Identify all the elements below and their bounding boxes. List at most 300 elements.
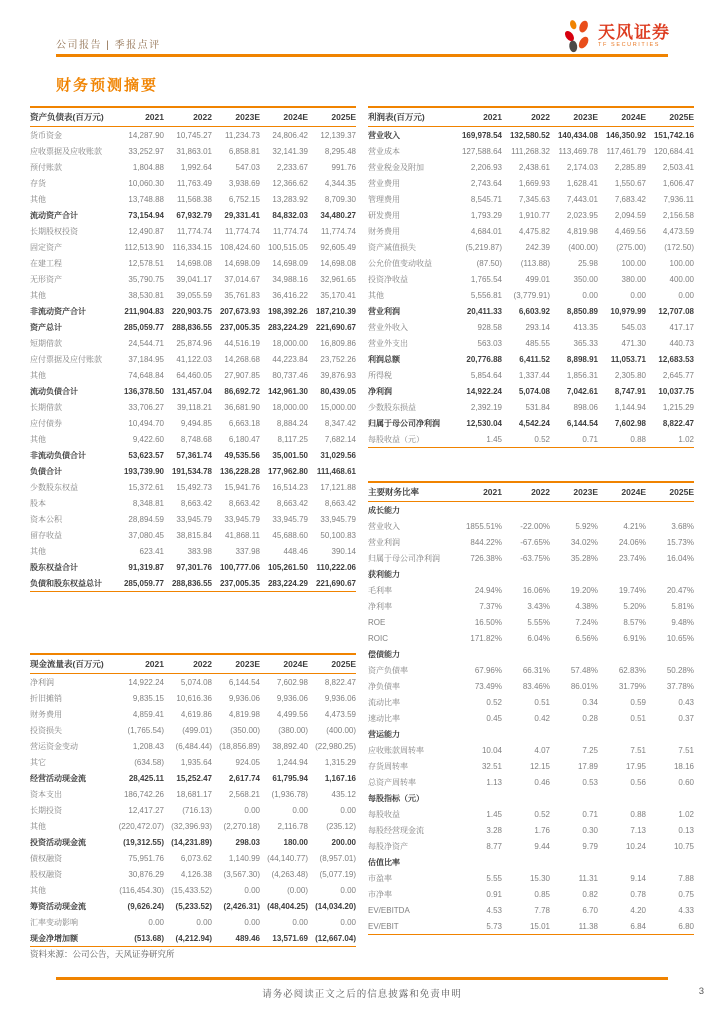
cell-value: 285,059.77: [123, 578, 164, 588]
row-label: 应收票据及应收账款: [30, 146, 102, 156]
row-label: 偿债能力: [368, 649, 400, 659]
cell-value: 6,144.54: [566, 418, 598, 428]
page-title: 财务预测摘要: [56, 77, 159, 94]
cell-value: 283,224.29: [267, 578, 308, 588]
cell-value: 5.20%: [623, 601, 646, 611]
row-label: 研发费用: [368, 210, 400, 220]
cell-value: 198,392.26: [267, 306, 308, 316]
cell-value: 38,815.84: [176, 530, 212, 540]
cell-value: 400.00: [669, 274, 694, 284]
row-label: 其他: [30, 434, 46, 444]
table-row: [30, 754, 356, 770]
table-row: [30, 674, 356, 691]
cell-value: 8,295.48: [324, 146, 356, 156]
cell-value: 10.65%: [666, 633, 694, 643]
row-label: 营业外支出: [368, 338, 408, 348]
cell-value: 7.78: [534, 905, 550, 915]
cell-value: 187,210.39: [315, 306, 356, 316]
cell-value: (513.68): [134, 933, 164, 943]
cell-value: 19.20%: [570, 585, 598, 595]
cell-value: 12.15: [529, 761, 550, 771]
cell-value: [550, 646, 598, 662]
table-title: 利润表(百万元): [368, 107, 454, 127]
cell-value: 4,684.01: [470, 226, 502, 236]
row-label: 财务费用: [30, 709, 62, 719]
cell-value: 2,116.78: [277, 821, 308, 831]
row-label: 每股收益（元）: [368, 434, 424, 444]
table-header-row: [368, 482, 694, 502]
cell-value: (8,957.01): [319, 853, 356, 863]
cell-value: 6.70: [582, 905, 598, 915]
cell-value: 1,669.93: [518, 178, 550, 188]
cell-value: 23,752.26: [320, 354, 356, 364]
table-row: [30, 207, 356, 223]
cell-value: 7,443.01: [566, 194, 598, 204]
cell-value: (2,426.31): [223, 901, 260, 911]
row-label: 少数股东损益: [368, 402, 416, 412]
cell-value: 413.35: [573, 322, 598, 332]
table-title: 资产负债表(百万元): [30, 107, 116, 127]
year-column-header: 2025E: [646, 107, 694, 127]
table-row: [368, 518, 694, 534]
table-row: [368, 303, 694, 319]
cell-value: [598, 726, 646, 742]
cell-value: 10,745.27: [176, 130, 212, 140]
row-label: 净负债率: [368, 681, 400, 691]
cell-value: (380.00): [278, 725, 308, 735]
row-label: 获利能力: [368, 569, 400, 579]
cell-value: 12,707.08: [658, 306, 694, 316]
cell-value: 0.00: [340, 805, 356, 815]
cell-value: 24.94%: [474, 585, 502, 595]
year-column-header: 2025E: [308, 654, 356, 674]
table-header-row: [368, 107, 694, 127]
row-label: 毛利率: [368, 585, 392, 595]
cell-value: 0.00: [582, 290, 598, 300]
cell-value: 2,285.89: [614, 162, 646, 172]
cell-value: [646, 502, 694, 519]
breadcrumb: 公司报告 | 季报点评: [56, 40, 161, 51]
cell-value: 991.76: [331, 162, 356, 172]
cell-value: 288,836.55: [171, 322, 212, 332]
cell-value: [550, 726, 598, 742]
year-column-header: 2024E: [598, 107, 646, 127]
table-header-row: [30, 654, 356, 674]
table-row: [368, 694, 694, 710]
table-row: [368, 918, 694, 935]
cell-value: 8.77: [486, 841, 502, 851]
table-row: [30, 367, 356, 383]
table-row: [368, 351, 694, 367]
cell-value: 7.51: [630, 745, 646, 755]
cell-value: 44,223.84: [272, 354, 308, 364]
cell-value: (15,433.52): [171, 885, 212, 895]
cell-value: 10.24: [625, 841, 646, 851]
cell-value: 39,055.59: [176, 290, 212, 300]
cell-value: 9.79: [582, 841, 598, 851]
row-label: 其他: [30, 290, 46, 300]
row-label: 筹资活动现金流: [30, 901, 86, 911]
cell-value: 5,074.08: [180, 677, 212, 687]
table-row: [30, 866, 356, 882]
cell-value: 24,806.42: [272, 130, 308, 140]
cell-value: (400.00): [326, 725, 356, 735]
cell-value: 0.00: [148, 917, 164, 927]
row-label: ROE: [368, 617, 386, 627]
cell-value: (1,765.54): [127, 725, 164, 735]
row-label: 营运能力: [368, 729, 400, 739]
cell-value: 14,698.08: [320, 258, 356, 268]
row-label: 市盈率: [368, 873, 392, 883]
balance-sheet-table: [30, 106, 356, 592]
cell-value: 6,144.54: [228, 677, 260, 687]
cell-value: 4,126.38: [180, 869, 212, 879]
cell-value: 100,777.06: [219, 562, 260, 572]
cell-value: 4,542.24: [518, 418, 550, 428]
cell-value: 142,961.30: [267, 386, 308, 396]
row-label: 留存收益: [30, 530, 62, 540]
table-row: [30, 786, 356, 802]
cell-value: 8,663.42: [324, 498, 356, 508]
cell-value: 23.74%: [618, 553, 646, 563]
cell-value: 285,059.77: [123, 322, 164, 332]
cell-value: [502, 502, 550, 519]
cell-value: 35.28%: [570, 553, 598, 563]
cell-value: 726.38%: [470, 553, 502, 563]
cell-value: 0.45: [486, 713, 502, 723]
cell-value: 10,037.75: [658, 386, 694, 396]
cell-value: (32,396.93): [171, 821, 212, 831]
cell-value: 0.37: [678, 713, 694, 723]
row-label: 营业成本: [368, 146, 400, 156]
cell-value: [598, 502, 646, 519]
cell-value: 1,140.99: [228, 853, 260, 863]
table-row: [30, 175, 356, 191]
cell-value: 5.81%: [671, 601, 694, 611]
cell-value: 844.22%: [470, 537, 502, 547]
row-label: 每股经营现金流: [368, 825, 424, 835]
row-label: 营业外收入: [368, 322, 408, 332]
cell-value: 13,748.88: [128, 194, 164, 204]
cell-value: 20.47%: [666, 585, 694, 595]
cell-value: 207,673.93: [219, 306, 260, 316]
cell-value: [550, 502, 598, 519]
row-label: 预付账款: [30, 162, 62, 172]
cell-value: 17,121.88: [320, 482, 356, 492]
cell-value: 15,000.00: [320, 402, 356, 412]
cell-value: -22.00%: [520, 521, 550, 531]
cell-value: 4.20: [630, 905, 646, 915]
table-row: [30, 287, 356, 303]
cell-value: 4,859.41: [132, 709, 164, 719]
cell-value: 16.06%: [522, 585, 550, 595]
table-row: [30, 930, 356, 947]
cell-value: 7,683.42: [614, 194, 646, 204]
cell-value: 0.00: [340, 885, 356, 895]
cell-value: 2,392.19: [470, 402, 502, 412]
cell-value: 2,206.93: [470, 162, 502, 172]
cell-value: 66.31%: [522, 665, 550, 675]
cell-value: 1855.51%: [465, 521, 502, 531]
cell-value: (1,936.78): [271, 789, 308, 799]
cell-value: 448.46: [283, 546, 308, 556]
cell-value: 4.38%: [575, 601, 598, 611]
table-row: [368, 774, 694, 790]
cell-value: 116,334.15: [172, 242, 212, 252]
cell-value: 5,854.64: [470, 370, 502, 380]
cell-value: 4.07: [534, 745, 550, 755]
cell-value: 0.28: [582, 713, 598, 723]
row-label: 非流动资产合计: [30, 306, 86, 316]
table-row: [30, 882, 356, 898]
cell-value: [502, 790, 550, 806]
cell-value: [646, 726, 694, 742]
cell-value: 7.37%: [479, 601, 502, 611]
cell-value: 0.82: [582, 889, 598, 899]
cell-value: 5.55%: [527, 617, 550, 627]
row-label: 利润总额: [368, 354, 400, 364]
cell-value: 0.00: [244, 917, 260, 927]
cell-value: 13,283.92: [272, 194, 308, 204]
row-label: 投资活动现金流: [30, 837, 86, 847]
cell-value: 11,774.74: [225, 226, 260, 236]
cell-value: 105,261.50: [267, 562, 308, 572]
cell-value: (19,312.55): [123, 837, 164, 847]
cell-value: 8,822.47: [662, 418, 694, 428]
cell-value: 15,941.76: [224, 482, 260, 492]
year-column-header: 2021: [116, 654, 164, 674]
table-row: [368, 335, 694, 351]
year-column-header: 2021: [454, 107, 502, 127]
cell-value: [454, 854, 502, 870]
cell-value: 14,268.68: [224, 354, 260, 364]
table-row: [368, 175, 694, 191]
table-row: [368, 550, 694, 566]
table-row: [30, 706, 356, 722]
cell-value: 1.45: [486, 434, 502, 444]
year-column-header: 2023E: [212, 107, 260, 127]
row-label: 股本: [30, 498, 46, 508]
cell-value: 57.48%: [570, 665, 598, 675]
cell-value: (0.00): [287, 885, 308, 895]
table-row: [30, 495, 356, 511]
cell-value: 7.51: [678, 745, 694, 755]
row-label: 资本公积: [30, 514, 62, 524]
cell-value: 180.00: [283, 837, 308, 847]
logo-name: 天风证券: [598, 22, 670, 42]
page-number: 3: [698, 986, 704, 997]
financial-ratios-table: [368, 481, 694, 935]
cell-value: (235.12): [326, 821, 356, 831]
table-row: [368, 143, 694, 159]
table-row: [30, 239, 356, 255]
cell-value: 73.49%: [474, 681, 502, 691]
cell-value: 53,623.57: [128, 450, 164, 460]
table-row: [368, 319, 694, 335]
cell-value: 38,892.40: [272, 741, 308, 751]
row-label: 汇率变动影响: [30, 917, 78, 927]
cell-value: 30,876.29: [128, 869, 164, 879]
cell-value: 6.04%: [527, 633, 550, 643]
cell-value: 67.96%: [474, 665, 502, 675]
cell-value: [598, 646, 646, 662]
cell-value: 17.89: [577, 761, 598, 771]
cell-value: 0.00: [678, 290, 694, 300]
cell-value: 0.13: [678, 825, 694, 835]
table-row: [368, 582, 694, 598]
cell-value: 75,951.76: [128, 853, 164, 863]
cell-value: 435.12: [331, 789, 356, 799]
table-row: [368, 159, 694, 175]
cell-value: -67.65%: [520, 537, 550, 547]
row-label: 流动负债合计: [30, 386, 78, 396]
cell-value: 0.75: [678, 889, 694, 899]
row-label: 营业利润: [368, 306, 400, 316]
header-divider: [56, 54, 668, 57]
table-row: [368, 806, 694, 822]
cell-value: 0.00: [292, 917, 308, 927]
cell-value: 1,144.94: [614, 402, 646, 412]
cell-value: 15,372.61: [128, 482, 164, 492]
cell-value: (22,980.25): [315, 741, 356, 751]
row-label: 债权融资: [30, 853, 62, 863]
cell-value: 57,361.74: [176, 450, 212, 460]
cell-value: 38,530.81: [128, 290, 164, 300]
row-label: 总资产周转率: [368, 777, 416, 787]
year-column-header: 2024E: [598, 482, 646, 502]
cell-value: 24.06%: [618, 537, 646, 547]
table-row: [368, 662, 694, 678]
cell-value: 8,850.89: [566, 306, 598, 316]
cell-value: -63.75%: [520, 553, 550, 563]
cell-value: 4,475.82: [518, 226, 550, 236]
cell-value: 35,001.50: [272, 450, 308, 460]
cell-value: 193,739.90: [123, 466, 164, 476]
section-row: [368, 726, 694, 742]
cell-value: 14,698.09: [224, 258, 260, 268]
cell-value: 1,550.67: [614, 178, 646, 188]
cell-value: (400.00): [568, 242, 598, 252]
section-row: [368, 646, 694, 662]
cell-value: 14,922.24: [466, 386, 502, 396]
cell-value: 4,819.98: [566, 226, 598, 236]
cell-value: 113,469.78: [558, 146, 598, 156]
cell-value: 10,494.70: [128, 418, 164, 428]
cell-value: 1,215.29: [662, 402, 694, 412]
cell-value: 2,645.77: [662, 370, 694, 380]
cell-value: 9,936.06: [324, 693, 356, 703]
cell-value: 34,480.27: [320, 210, 356, 220]
row-label: 折旧摊销: [30, 693, 62, 703]
row-label: 非流动负债合计: [30, 450, 86, 460]
cell-value: 15,252.47: [176, 773, 212, 783]
table-row: [368, 870, 694, 886]
cell-value: 25,874.96: [176, 338, 212, 348]
cell-value: 9.44: [534, 841, 550, 851]
cell-value: 211,904.83: [124, 306, 164, 316]
cell-value: [502, 566, 550, 582]
cell-value: 33,252.97: [128, 146, 164, 156]
table-row: [30, 575, 356, 592]
table-row: [368, 822, 694, 838]
cell-value: 293.14: [525, 322, 550, 332]
cell-value: 3.68%: [671, 521, 694, 531]
cell-value: [646, 854, 694, 870]
cell-value: 15.01: [529, 921, 550, 931]
cell-value: 6,752.15: [228, 194, 260, 204]
cell-value: 8,822.47: [324, 677, 356, 687]
cell-value: 1,167.16: [324, 773, 356, 783]
cell-value: 898.06: [573, 402, 598, 412]
row-label: 其他: [30, 821, 46, 831]
cell-value: 50,100.83: [320, 530, 356, 540]
cell-value: 32.51: [481, 761, 502, 771]
cell-value: 100.00: [669, 258, 694, 268]
row-label: 在建工程: [30, 258, 62, 268]
table-row: [30, 223, 356, 239]
cell-value: 86,692.72: [224, 386, 260, 396]
year-column-header: 2025E: [646, 482, 694, 502]
year-column-header: 2024E: [260, 654, 308, 674]
cell-value: 9.14: [630, 873, 646, 883]
table-row: [30, 850, 356, 866]
cell-value: 2,094.59: [614, 210, 646, 220]
cell-value: 1,244.94: [276, 757, 308, 767]
cell-value: 8,348.81: [132, 498, 164, 508]
cell-value: 111,468.61: [316, 466, 356, 476]
row-label: 应付票据及应付账款: [30, 354, 102, 364]
table-row: [368, 367, 694, 383]
year-column-header: 2025E: [308, 107, 356, 127]
cell-value: 0.43: [678, 697, 694, 707]
cell-value: 9,835.15: [132, 693, 164, 703]
cell-value: 169,978.54: [461, 130, 502, 140]
cell-value: 33,706.27: [128, 402, 164, 412]
table-row: [30, 738, 356, 754]
cell-value: 8,347.42: [324, 418, 356, 428]
cell-value: 365.33: [573, 338, 598, 348]
table-row: [30, 191, 356, 207]
year-column-header: 2021: [116, 107, 164, 127]
row-label: 存货: [30, 178, 46, 188]
row-label: EV/EBIT: [368, 921, 399, 931]
cell-value: 3.43%: [527, 601, 550, 611]
cell-value: 1.45: [486, 809, 502, 819]
section-row: [368, 790, 694, 806]
table-row: [30, 127, 356, 144]
row-label: 应收账款周转率: [368, 745, 424, 755]
cell-value: 0.53: [582, 777, 598, 787]
row-label: 长期借款: [30, 402, 62, 412]
cell-value: 0.34: [582, 697, 598, 707]
cell-value: (499.01): [182, 725, 212, 735]
cell-value: 1,606.47: [662, 178, 694, 188]
cell-value: 35,170.41: [320, 290, 356, 300]
cell-value: [502, 646, 550, 662]
table-row: [368, 207, 694, 223]
cell-value: 6.56%: [575, 633, 598, 643]
row-label: 固定资产: [30, 242, 62, 252]
cell-value: 220,903.75: [171, 306, 212, 316]
row-label: 估值比率: [368, 857, 400, 867]
table-row: [30, 463, 356, 479]
cell-value: 33,945.79: [272, 514, 308, 524]
row-label: 股权融资: [30, 869, 62, 879]
table-row: [368, 838, 694, 854]
cell-value: 6,858.81: [228, 146, 260, 156]
cell-value: (172.50): [664, 242, 694, 252]
cell-value: 5,074.08: [518, 386, 550, 396]
